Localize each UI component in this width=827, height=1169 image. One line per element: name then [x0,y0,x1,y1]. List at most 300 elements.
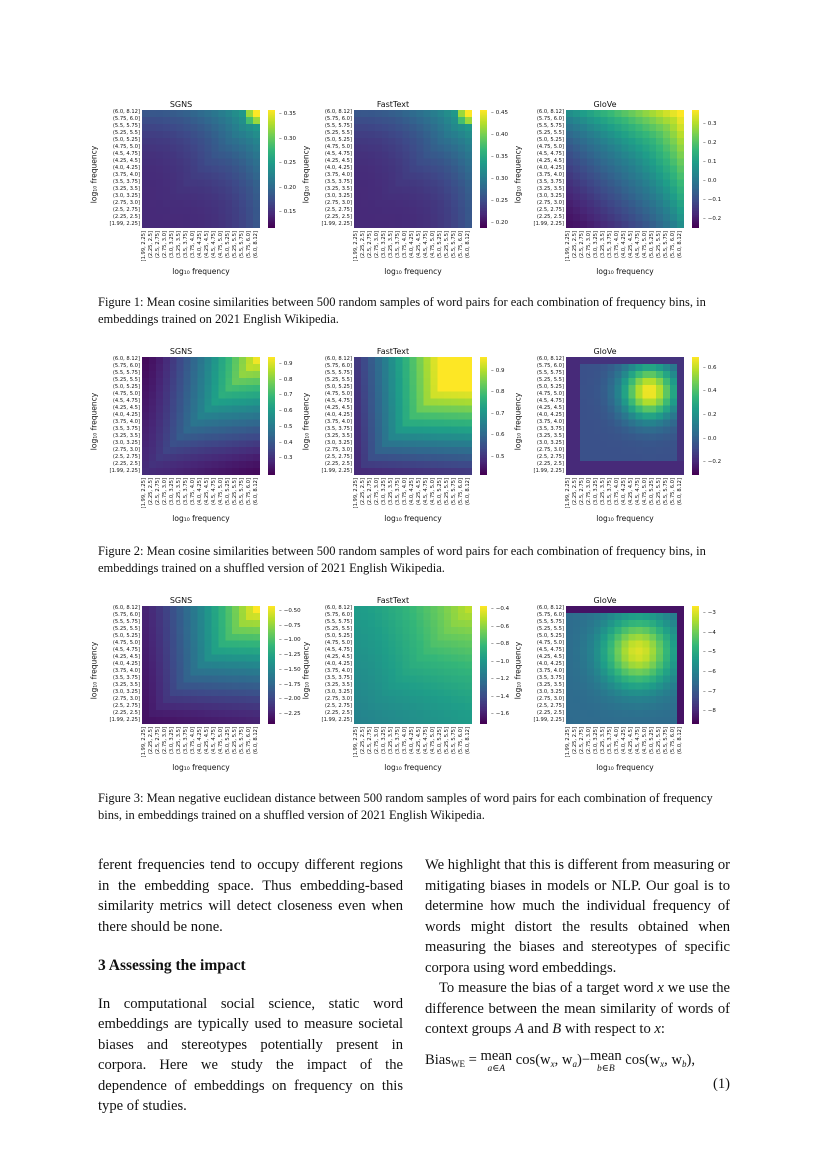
y-tick: (4.25, 4.5] [536,654,564,661]
x-tick: (4.25, 4.5] [627,231,634,259]
y-tick: (2.75, 3.0] [324,199,352,206]
y-tick: (5.0, 5.25] [536,633,564,640]
y-tick: (3.5, 3.75] [112,674,140,681]
x-tick: (5.75, 6.0] [457,478,464,506]
y-tick: (4.25, 4.5] [536,158,564,165]
y-tick: (3.0, 3.25] [112,688,140,695]
x-tick: (4.25, 4.5] [415,478,422,506]
x-tick: (3.5, 3.75] [395,727,402,755]
x-tick: (3.75, 4.0] [190,727,197,755]
y-tick: (3.5, 3.75] [324,674,352,681]
colorbar-tick: – −1.0 [491,660,509,666]
x-tick: (2.25, 2.5] [360,727,367,755]
x-tick: (5.75, 6.0] [669,231,676,259]
y-tick: (3.5, 3.75] [112,178,140,185]
x-tick: (3.0, 3.25] [593,478,600,506]
x-tick: (2.75, 3.0] [586,727,593,755]
x-tick: (2.75, 3.0] [374,231,381,259]
colorbar-gradient [480,357,487,475]
y-tick: (4.25, 4.5] [112,654,140,661]
eq-mean-b [590,1047,622,1076]
heatmap-grid [566,357,684,475]
y-tick: (5.0, 5.25] [112,137,140,144]
y-tick: (5.25, 5.5] [324,130,352,137]
y-tick: (3.75, 4.0] [324,418,352,425]
y-tick: (5.5, 5.75] [112,370,140,377]
colorbar [480,606,487,724]
colorbar-tick: – 0.20 [491,221,508,227]
x-tick: (6.0, 8.12] [252,478,259,506]
colorbar-gradient [692,606,699,724]
x-tick: (3.25, 3.5] [388,231,395,259]
x-tick: (2.75, 3.0] [586,231,593,259]
x-tick: (3.75, 4.0] [190,478,197,506]
colorbar-tick: – −0.1 [703,198,721,204]
y-tick: (2.5, 2.75] [112,206,140,213]
y-tick: [1.99, 2.25] [109,716,140,723]
y-tick: (5.0, 5.25] [112,633,140,640]
x-tick: (3.25, 3.5] [600,478,607,506]
x-tick: (2.25, 2.5] [572,231,579,259]
x-tick: (6.0, 8.12] [676,478,683,506]
x-tick: (5.0, 5.25] [436,727,443,755]
y-tick: (5.5, 5.75] [536,619,564,626]
y-tick: (4.5, 4.75] [536,398,564,405]
x-tick: (3.25, 3.5] [388,478,395,506]
y-tick: (3.75, 4.0] [536,667,564,674]
y-tick: (3.0, 3.25] [324,439,352,446]
y-tick: (2.25, 2.5] [112,213,140,220]
y-tick: (3.25, 3.5] [112,681,140,688]
x-tick: (5.0, 5.25] [648,478,655,506]
y-tick: [1.99, 2.25] [533,716,564,723]
y-tick: (2.5, 2.75] [112,702,140,709]
x-tick: (3.0, 3.25] [593,727,600,755]
y-tick: (3.25, 3.5] [324,432,352,439]
heatmap-cells [566,606,684,724]
eq-sub: a [572,1058,577,1069]
heatmap-cells [142,606,260,724]
x-tick: (5.0, 5.25] [436,231,443,259]
y-tick: (2.75, 3.0] [324,446,352,453]
panel-title: GloVe [593,100,617,109]
y-tick: (4.75, 5.0] [112,144,140,151]
x-tick: (6.0, 8.12] [464,478,471,506]
x-tick: (5.5, 5.75] [238,231,245,259]
colorbar-tick: – 0.3 [703,122,717,128]
colorbar [480,357,487,475]
x-tick: (2.75, 3.0] [586,478,593,506]
x-tick: (5.25, 5.5] [443,727,450,755]
colorbar-tick: – 0.9 [279,362,293,368]
colorbar-gradient [692,357,699,475]
y-tick: [1.99, 2.25] [109,467,140,474]
x-tick: (4.25, 4.5] [627,478,634,506]
eq-lhs-sub: WE [450,1058,465,1069]
x-tick: (6.0, 8.12] [676,727,683,755]
y-tick: (4.0, 4.25] [112,661,140,667]
x-tick: (4.5, 4.75] [634,231,641,259]
x-tick: [1.99, 2.25] [141,727,148,758]
colorbar-tick: – −1.4 [491,695,509,701]
colorbar-tick: – 0.4 [703,389,717,395]
x-tick: (5.75, 6.0] [245,231,252,259]
x-tick: (2.25, 2.5] [572,727,579,755]
heatmap-grid [566,606,684,724]
y-tick: (6.0, 8.12] [536,605,564,612]
y-tick: (4.75, 5.0] [324,391,352,398]
x-tick: (4.25, 4.5] [627,727,634,755]
x-tick-labels [566,727,684,761]
colorbar-tick: – −7 [703,690,716,696]
colorbar-tick: – −0.2 [703,460,721,466]
heatmap-grid [142,357,260,475]
y-tick: (5.75, 6.0] [112,612,140,619]
y-tick: (5.75, 6.0] [112,363,140,370]
x-tick: (3.5, 3.75] [183,478,190,506]
x-tick: (6.0, 8.12] [252,231,259,259]
panel-title: FastText [376,596,410,605]
y-axis-label: log₁₀ frequency [89,641,99,700]
x-tick: (4.5, 4.75] [210,478,217,506]
y-tick: (4.0, 4.25] [536,412,564,418]
x-tick: (3.25, 3.5] [176,478,183,506]
x-tick: (4.25, 4.5] [415,231,422,259]
x-tick: [1.99, 2.25] [565,478,572,509]
y-tick: (3.75, 4.0] [324,667,352,674]
y-tick: (3.75, 4.0] [112,418,140,425]
x-tick: (5.0, 5.25] [436,478,443,506]
x-tick: (2.5, 2.75] [367,231,374,259]
heatmap-cells [354,110,472,228]
colorbar [268,357,275,475]
figure-3 [89,596,736,776]
y-tick: (3.75, 4.0] [536,171,564,178]
colorbar-tick: – 0.20 [279,186,296,192]
y-tick: (4.75, 5.0] [112,640,140,647]
colorbar-tick: – 0.4 [279,441,293,447]
y-tick: (2.25, 2.5] [112,460,140,467]
x-tick: (5.75, 6.0] [669,478,676,506]
y-tick: (4.75, 5.0] [324,640,352,647]
colorbar-tick: – −0.8 [491,642,509,648]
colorbar-tick: – 0.1 [703,160,717,166]
y-tick: (2.75, 3.0] [112,446,140,453]
colorbar-tick: – −6 [703,670,716,676]
x-tick: (4.25, 4.5] [415,727,422,755]
y-tick: (2.25, 2.5] [112,709,140,716]
y-tick: (5.5, 5.75] [324,123,352,130]
x-tick: (5.5, 5.75] [450,231,457,259]
x-tick: (5.75, 6.0] [669,727,676,755]
x-tick: (5.75, 6.0] [457,727,464,755]
x-tick: (2.75, 3.0] [374,478,381,506]
colorbar-tick: – −0.6 [491,625,509,631]
y-tick: (2.5, 2.75] [324,702,352,709]
y-tick: (5.5, 5.75] [536,370,564,377]
math-x: x [654,1021,661,1037]
y-tick: (4.25, 4.5] [324,405,352,412]
left-column [98,855,403,1117]
colorbar [692,110,699,228]
x-tick: (4.5, 4.75] [422,727,429,755]
text-run: and [523,1021,553,1037]
y-tick: (3.0, 3.25] [536,439,564,446]
y-tick: (3.25, 3.5] [324,681,352,688]
colorbar-tick: – 0.7 [491,412,505,418]
x-tick: (4.0, 4.25] [621,727,627,755]
y-tick: (4.5, 4.75] [324,647,352,654]
y-tick: (2.5, 2.75] [536,453,564,460]
y-tick: (5.75, 6.0] [536,612,564,619]
panel-title: FastText [376,100,410,109]
y-tick: (5.75, 6.0] [112,116,140,123]
colorbar-tick: – −1.00 [279,638,301,644]
y-tick: (4.75, 5.0] [536,391,564,398]
x-tick: (4.75, 5.0] [641,727,648,755]
x-tick: (2.25, 2.5] [360,231,367,259]
x-tick: (4.0, 4.25] [409,231,415,259]
y-tick: (6.0, 8.12] [112,605,140,612]
x-tick: (5.25, 5.5] [231,478,238,506]
math-A: A [514,1021,524,1037]
x-tick: (6.0, 8.12] [676,231,683,259]
y-tick: (3.0, 3.25] [536,192,564,199]
x-tick: (4.0, 4.25] [197,727,203,755]
x-tick: (4.0, 4.25] [621,478,627,506]
y-tick: (5.25, 5.5] [536,377,564,384]
colorbar-tick: – 0.25 [279,161,296,167]
y-tick: (3.25, 3.5] [112,185,140,192]
x-tick: (3.25, 3.5] [176,727,183,755]
colorbar-tick: – 0.0 [703,179,717,185]
colorbar-tick: – 0.6 [703,366,717,372]
y-tick: (3.0, 3.25] [324,688,352,695]
x-tick: (4.25, 4.5] [203,231,210,259]
x-tick: [1.99, 2.25] [141,478,148,509]
figure-2 [89,347,736,527]
x-axis-label: log₁₀ frequency [384,763,442,772]
colorbar-tick: – −2.00 [279,697,301,703]
y-tick: (6.0, 8.12] [324,605,352,612]
heatmap-cells [354,357,472,475]
y-tick: (5.25, 5.5] [324,377,352,384]
x-tick: (2.75, 3.0] [162,231,169,259]
y-tick: (5.75, 6.0] [536,116,564,123]
x-tick: (2.75, 3.0] [162,727,169,755]
y-axis-label: log₁₀ frequency [513,392,523,451]
heatmap-cells [354,606,472,724]
colorbar-gradient [268,110,275,228]
x-tick-labels [142,231,260,265]
y-tick: (5.5, 5.75] [112,619,140,626]
x-axis-label: log₁₀ frequency [172,267,230,276]
x-tick: (4.5, 4.75] [634,727,641,755]
x-tick: (4.25, 4.5] [203,478,210,506]
x-tick: [1.99, 2.25] [353,727,360,758]
x-tick: (5.0, 5.25] [224,727,231,755]
x-tick: (5.25, 5.5] [655,231,662,259]
colorbar-tick: – −1.50 [279,668,301,674]
x-tick: (4.75, 5.0] [641,231,648,259]
eq-term: cos(w [512,1051,551,1068]
colorbar-tick: – 0.25 [491,199,508,205]
y-tick: (4.0, 4.25] [536,661,564,667]
x-tick: (3.25, 3.5] [388,727,395,755]
x-tick: (3.75, 4.0] [402,727,409,755]
x-axis-label: log₁₀ frequency [384,514,442,523]
eq-mean-label: mean [480,1047,513,1064]
y-tick: (3.25, 3.5] [536,432,564,439]
colorbar-tick: – −1.25 [279,653,301,659]
x-tick: (5.5, 5.75] [662,478,669,506]
x-tick: (2.25, 2.5] [572,478,579,506]
x-tick: (3.5, 3.75] [607,478,614,506]
x-tick: (5.25, 5.5] [231,727,238,755]
y-tick: (3.0, 3.25] [112,439,140,446]
x-tick: [1.99, 2.25] [353,478,360,509]
x-tick: (4.75, 5.0] [641,478,648,506]
eq-term: )− [576,1051,591,1068]
colorbar-gradient [268,606,275,724]
x-tick: (2.75, 3.0] [374,727,381,755]
x-tick: (4.5, 4.75] [422,231,429,259]
x-tick: (6.0, 8.12] [464,727,471,755]
eq-mean-a [480,1047,513,1076]
y-tick: (2.5, 2.75] [536,702,564,709]
x-tick: (2.5, 2.75] [579,478,586,506]
colorbar-tick: – −0.75 [279,624,301,630]
eq-equals: = [464,1051,481,1068]
y-tick: (3.5, 3.75] [536,425,564,432]
colorbar-tick: – −1.6 [491,712,509,718]
y-tick: (2.5, 2.75] [324,206,352,213]
colorbar-tick: – 0.5 [491,455,505,461]
colorbar-tick: – 0.5 [279,425,293,431]
y-tick: (4.0, 4.25] [324,412,352,418]
y-tick: (2.25, 2.5] [324,213,352,220]
x-tick: (5.0, 5.25] [224,478,231,506]
y-tick: (4.0, 4.25] [324,661,352,667]
x-tick: (3.0, 3.25] [381,727,388,755]
y-tick: (3.75, 4.0] [324,171,352,178]
x-tick: (4.75, 5.0] [217,231,224,259]
colorbar [480,110,487,228]
x-tick: (2.5, 2.75] [155,478,162,506]
text-run: To measure the bias of a target word [439,980,658,996]
y-tick: (4.75, 5.0] [324,144,352,151]
x-tick: (5.75, 6.0] [245,478,252,506]
x-tick-labels [566,231,684,265]
figure-3-caption: Figure 3: Mean negative euclidean distance between 500 random samples of word pairs for each combination of frequency bins, in embeddings trained on a shuffled version of 2021 English Wikipedia. [98,791,713,822]
x-tick: (4.75, 5.0] [217,478,224,506]
x-tick: (5.25, 5.5] [655,727,662,755]
y-axis-label: log₁₀ frequency [513,641,523,700]
y-tick: (4.75, 5.0] [536,144,564,151]
y-tick: (5.75, 6.0] [536,363,564,370]
x-tick: (3.75, 4.0] [402,478,409,506]
eq-term: , w [664,1051,683,1068]
x-tick: (2.5, 2.75] [579,727,586,755]
colorbar-tick: – −0.2 [703,217,721,223]
y-tick: (4.25, 4.5] [536,405,564,412]
colorbar-tick: – 0.2 [703,413,717,419]
x-tick: (2.75, 3.0] [162,478,169,506]
x-tick: (3.75, 4.0] [614,727,621,755]
colorbar-tick: – 0.30 [279,137,296,143]
y-tick: (2.75, 3.0] [324,695,352,702]
section-heading: 3 Assessing the impact [98,957,246,974]
y-tick: (3.0, 3.25] [324,192,352,199]
x-tick: (3.75, 4.0] [190,231,197,259]
y-tick: (5.25, 5.5] [536,626,564,633]
x-tick: (2.5, 2.75] [155,231,162,259]
y-tick: (2.5, 2.75] [112,453,140,460]
x-tick: (5.25, 5.5] [655,478,662,506]
x-axis-label: log₁₀ frequency [596,763,654,772]
colorbar [692,606,699,724]
colorbar-tick: – 0.15 [279,210,296,216]
right-column [425,855,730,1094]
heatmap-grid [566,110,684,228]
y-tick: (5.25, 5.5] [112,377,140,384]
y-tick: (3.75, 4.0] [536,418,564,425]
x-tick: (5.5, 5.75] [238,478,245,506]
y-tick: (4.0, 4.25] [112,165,140,171]
x-tick: (6.0, 8.12] [464,231,471,259]
y-axis-label: log₁₀ frequency [89,145,99,204]
x-tick: (2.25, 2.5] [360,478,367,506]
eq-mean-sub: a∈A [487,1063,506,1074]
equation-number: (1) [712,1075,730,1092]
x-tick: (2.25, 2.5] [148,478,155,506]
y-tick: (2.25, 2.5] [324,709,352,716]
eq-sub: x [660,1058,665,1069]
panel-title: SGNS [169,347,193,356]
y-tick: (2.75, 3.0] [112,199,140,206]
x-tick: (3.75, 4.0] [614,231,621,259]
left-paragraph-1: ferent frequencies tend to occupy different regions in the embedding space. Thus embedding-based similarity metrics will detect closeness even when there should be none. [98,857,403,935]
y-tick: (3.25, 3.5] [536,681,564,688]
colorbar-tick: – 0.30 [491,177,508,183]
heatmap-cells [566,357,684,475]
x-tick: [1.99, 2.25] [565,231,572,262]
colorbar-gradient [268,357,275,475]
x-tick: (2.5, 2.75] [367,478,374,506]
x-tick: (3.0, 3.25] [381,231,388,259]
y-tick: (4.75, 5.0] [536,640,564,647]
y-tick: (2.25, 2.5] [536,460,564,467]
y-tick: (3.25, 3.5] [536,185,564,192]
x-tick-labels [354,231,472,265]
colorbar-tick: – −0.50 [279,609,301,615]
panel-title: SGNS [169,596,193,605]
colorbar-tick: – 0.35 [279,112,296,118]
y-tick: (2.25, 2.5] [536,213,564,220]
y-tick: (6.0, 8.12] [536,109,564,116]
y-tick: (4.5, 4.75] [324,151,352,158]
y-tick: (5.5, 5.75] [324,370,352,377]
y-tick: (3.75, 4.0] [112,171,140,178]
y-tick: (3.5, 3.75] [536,178,564,185]
y-tick: (4.5, 4.75] [324,398,352,405]
y-tick: (5.25, 5.5] [324,626,352,633]
y-tick: [1.99, 2.25] [109,220,140,227]
y-tick: (2.25, 2.5] [536,709,564,716]
y-tick: (5.75, 6.0] [324,116,352,123]
x-tick: (3.5, 3.75] [607,231,614,259]
y-tick: (3.0, 3.25] [536,688,564,695]
